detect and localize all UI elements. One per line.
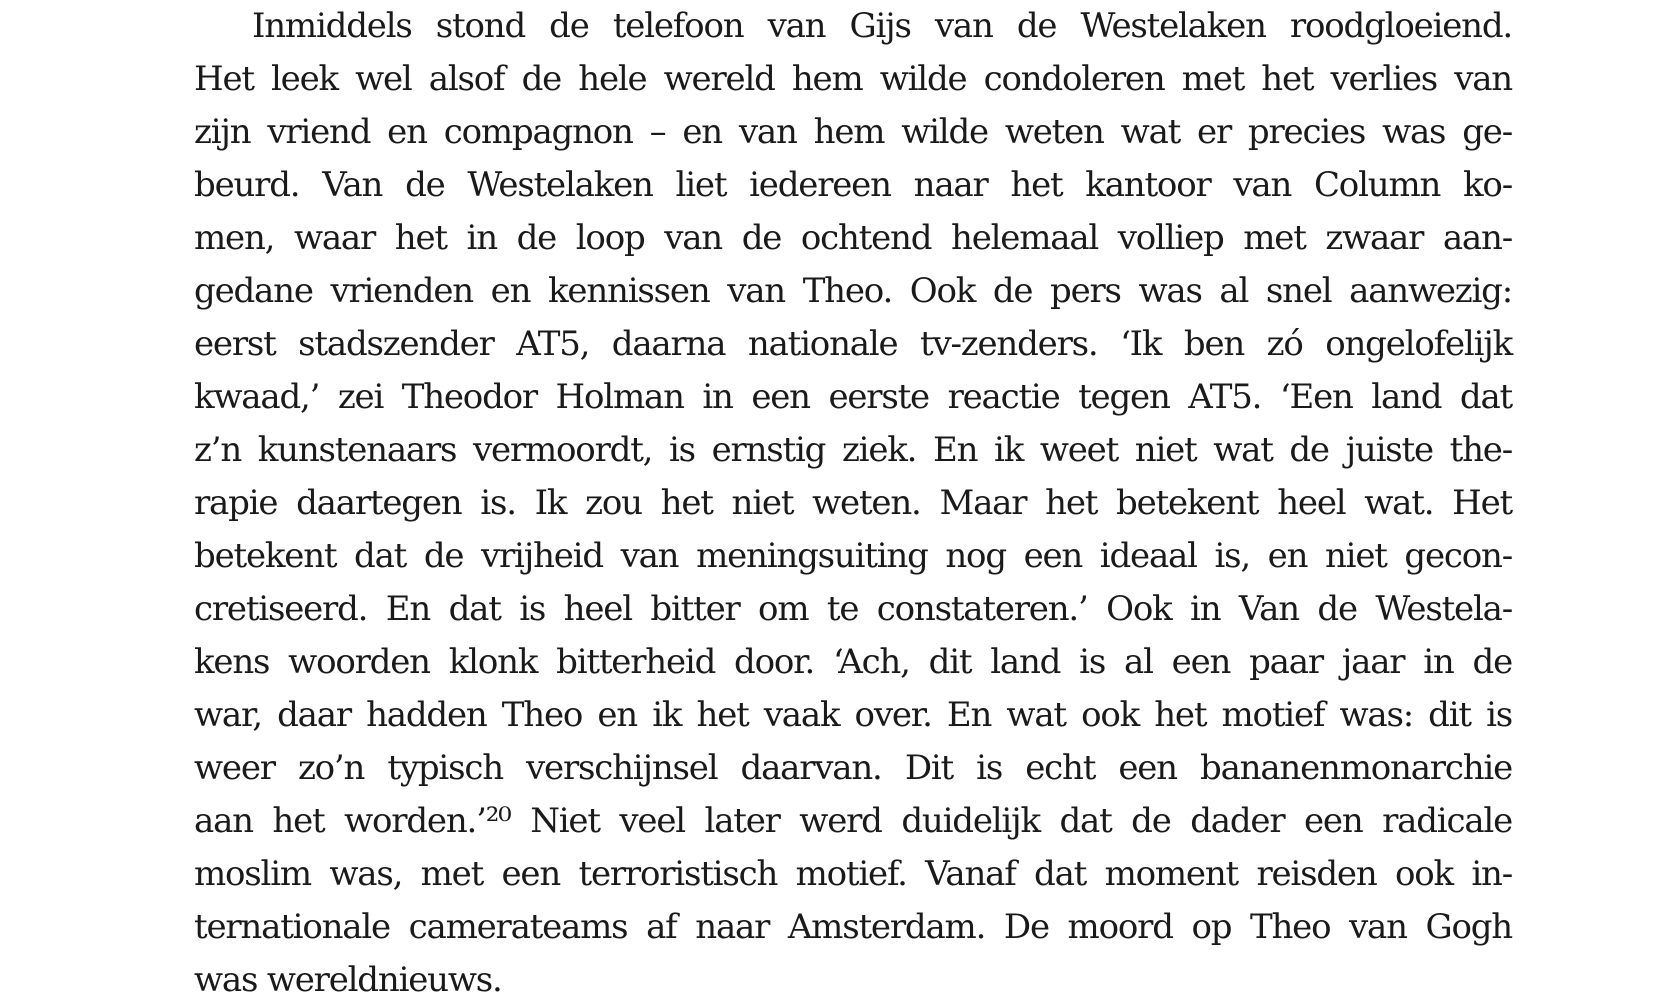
text-line-6: gedane vrienden en kennissen van Theo. Ook de pers was al snel aanwezig: bbox=[194, 271, 1512, 311]
text-line-3: zijn vriend en compagnon – en van hem wilde weten wat er precies was ge- bbox=[194, 112, 1512, 152]
text-line-18: ternationale camerateams af naar Amsterdam. De moord op Theo van Gogh bbox=[194, 907, 1512, 947]
book-page bbox=[194, 0, 1512, 1007]
text-line-11: betekent dat de vrijheid van meningsuiting nog een ideaal is, en niet gecon- bbox=[194, 536, 1512, 576]
text-line-16: aan het worden.’²⁰ Niet veel later werd duidelijk dat de dader een radicale bbox=[194, 801, 1512, 841]
text-line-14: war, daar hadden Theo en ik het vaak over. En wat ook het motief was: dit is bbox=[194, 695, 1512, 735]
text-line-4: beurd. Van de Westelaken liet iedereen naar het kantoor van Column ko- bbox=[194, 165, 1512, 205]
text-line-15: weer zo’n typisch verschijnsel daarvan. Dit is echt een bananenmonarchie bbox=[194, 748, 1512, 788]
body-paragraph bbox=[194, 0, 1512, 1007]
text-line-17: moslim was, met een terroristisch motief. Vanaf dat moment reisden ook in- bbox=[194, 854, 1512, 894]
text-line-13: kens woorden klonk bitterheid door. ‘Ach, dit land is al een paar jaar in de bbox=[194, 642, 1512, 682]
text-line-10: rapie daartegen is. Ik zou het niet weten. Maar het betekent heel wat. Het bbox=[194, 483, 1512, 523]
text-line-2: Het leek wel alsof de hele wereld hem wilde condoleren met het verlies van bbox=[194, 59, 1512, 99]
text-line-8: kwaad,’ zei Theodor Holman in een eerste reactie tegen AT5. ‘Een land dat bbox=[194, 377, 1512, 417]
text-line-19: was wereldnieuws. bbox=[194, 960, 502, 1000]
text-line-9: z’n kunstenaars vermoordt, is ernstig ziek. En ik weet niet wat de juiste the- bbox=[194, 430, 1512, 470]
text-line-7: eerst stadszender AT5, daarna nationale tv-zenders. ‘Ik ben zó ongelofelijk bbox=[194, 324, 1512, 364]
text-line-1: Inmiddels stond de telefoon van Gijs van de Westelaken roodgloeiend. bbox=[252, 6, 1512, 46]
text-line-12: cretiseerd. En dat is heel bitter om te constateren.’ Ook in Van de Westela- bbox=[194, 589, 1512, 629]
text-line-5: men, waar het in de loop van de ochtend helemaal volliep met zwaar aan- bbox=[194, 218, 1512, 258]
